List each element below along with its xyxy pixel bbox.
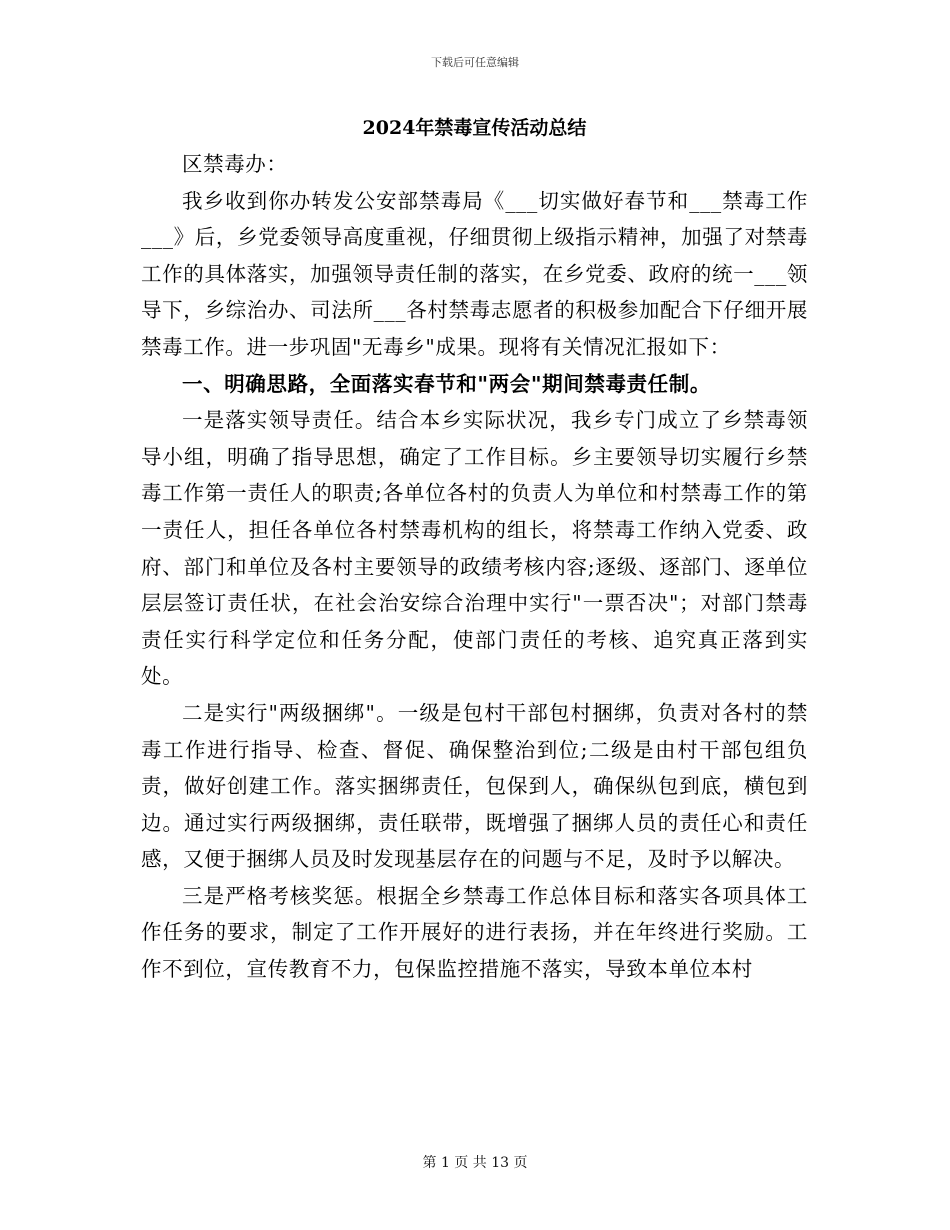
- document-body: [141, 112, 808, 988]
- section-heading-1: 一、明确思路，全面落实春节和"两会"期间禁毒责任制。: [182, 371, 711, 396]
- header-note: 下载后可任意编辑: [431, 56, 519, 69]
- document-title: 2024年禁毒宣传活动总结: [362, 117, 587, 139]
- salutation: 区禁毒办：: [182, 152, 288, 176]
- paragraph-assessment-rewards: 三是严格考核奖惩。根据全乡禁毒工作总体目标和落实各项具体工作任务的要求，制定了工作开展好的进行表扬，并在年终进行奖励。工作不到位，宣传教育不力，包保监控措施不落实，导致本单位本村: [141, 883, 808, 982]
- paragraph-two-level-binding: 二是实行"两级捆绑"。一级是包村干部包村捆绑，负责对各村的禁毒工作进行指导、检查、督促、确保整治到位;二级是由村干部包组负责，做好创建工作。落实捆绑责任，包保到人，确保纵包到底，横包到边。通过实行两级捆绑，责任联带，既增强了捆绑人员的责任心和责任感，又便于捆绑人员及时发现基层存在的问题与不足，及时予以解决。: [141, 700, 808, 872]
- paragraph-leadership-responsibility: 一是落实领导责任。结合本乡实际状况，我乡专门成立了乡禁毒领导小组，明确了指导思想，确定了工作目标。乡主要领导切实履行乡禁毒工作第一责任人的职责;各单位各村的负责人为单位和村禁毒工作的第一责任人，担任各单位各村禁毒机构的组长，将禁毒工作纳入党委、政府、部门和单位及各村主要领导的政绩考核内容;逐级、逐部门、逐单位层层签订责任状，在社会治安综合治理中实行"一票否决"；对部门禁毒责任实行科学定位和任务分配，使部门责任的考核、追究真正落到实处。: [141, 408, 808, 689]
- page-number: 第 1 页 共 13 页: [422, 1155, 528, 1171]
- paragraph-intro: 我乡收到你办转发公安部禁毒局《___切实做好春节和___禁毒工作___》后，乡党委领导高度重视，仔细贯彻上级指示精神，加强了对禁毒工作的具体落实，加强领导责任制的落实，在乡党委、政府的统一___领导下，乡综治办、司法所___各村禁毒志愿者的积极参加配合下仔细开展禁毒工作。进一步巩固"无毒乡"成果。现将有关情况汇报如下：: [141, 188, 808, 359]
